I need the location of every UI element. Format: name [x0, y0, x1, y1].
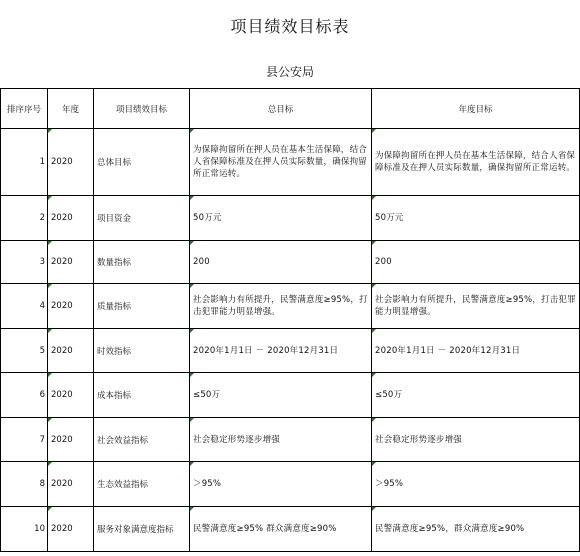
row-sort-no: 7	[1, 418, 48, 462]
page-title: 项目绩效目标表	[230, 17, 350, 36]
row-year: 2020	[48, 507, 94, 552]
row-total-target: 2020年1月1日 － 2020年12月31日	[190, 329, 372, 373]
row-target-name: 时效指标	[94, 329, 190, 373]
row-total-target: 社会稳定形势逐步增强	[190, 418, 372, 462]
table-row	[1, 329, 580, 373]
row-year: 2020	[48, 418, 94, 462]
row-annual-target: ≤50万	[372, 373, 580, 418]
row-annual-target: ＞95%	[372, 462, 580, 507]
table-row	[1, 418, 580, 462]
row-annual-target: 200	[372, 241, 580, 284]
row-total-target: 为保障拘留所在押人员在基本生活保障，结合人省保障标准及在押人员实际数量，确保拘留所正常运转。	[190, 129, 372, 196]
row-annual-target: 社会稳定形势逐步增强	[372, 418, 580, 462]
row-sort-no: 8	[1, 462, 48, 507]
table-row	[1, 462, 580, 507]
row-sort-no: 3	[1, 241, 48, 284]
row-target-name: 成本指标	[94, 373, 190, 418]
table-body	[1, 129, 580, 552]
header-year: 年度	[48, 89, 94, 129]
row-total-target: ＞95%	[190, 462, 372, 507]
row-total-target: 200	[190, 241, 372, 284]
table-row	[1, 241, 580, 284]
row-target-name: 生态效益指标	[94, 462, 190, 507]
row-year: 2020	[48, 241, 94, 284]
table-row	[1, 129, 580, 196]
table-header-row	[1, 89, 580, 129]
row-year: 2020	[48, 284, 94, 329]
department-subtitle: 县公安局	[265, 65, 314, 79]
row-sort-no: 5	[1, 329, 48, 373]
header-total-target: 总目标	[190, 89, 372, 129]
row-sort-no: 4	[1, 284, 48, 329]
table-row	[1, 507, 580, 552]
row-target-name: 质量指标	[94, 284, 190, 329]
row-annual-target: 50万元	[372, 196, 580, 241]
row-target-name: 服务对象满意度指标	[94, 507, 190, 552]
row-annual-target: 2020年1月1日 － 2020年12月31日	[372, 329, 580, 373]
row-annual-target: 社会影响力有所提升，民警满意度≥95%，打击犯罪能力明显增强。	[372, 284, 580, 329]
row-annual-target: 为保障拘留所在押人员在基本生活保障，结合人省保障标准及在押人员实际数量，确保拘留所正常运转。	[372, 129, 580, 196]
row-target-name: 项目资金	[94, 196, 190, 241]
row-year: 2020	[48, 462, 94, 507]
row-year: 2020	[48, 196, 94, 241]
row-total-target: 社会影响力有所提升，民警满意度≥95%，打击犯罪能力明显增强。	[190, 284, 372, 329]
row-year: 2020	[48, 129, 94, 196]
row-sort-no: 6	[1, 373, 48, 418]
performance-table	[0, 88, 580, 552]
table-row	[1, 373, 580, 418]
header-target: 项目绩效目标	[94, 89, 190, 129]
row-year: 2020	[48, 329, 94, 373]
header-annual-target: 年度目标	[372, 89, 580, 129]
row-total-target: 50万元	[190, 196, 372, 241]
row-sort-no: 10	[1, 507, 48, 552]
row-sort-no: 2	[1, 196, 48, 241]
row-annual-target: 民警满意度≥95%，群众满意度≥90%	[372, 507, 580, 552]
header-sort-no: 排序序号	[1, 89, 48, 129]
row-target-name: 数量指标	[94, 241, 190, 284]
row-total-target: 民警满意度≥95% 群众满意度≥90%	[190, 507, 372, 552]
row-target-name: 社会效益指标	[94, 418, 190, 462]
table-row	[1, 284, 580, 329]
table-row	[1, 196, 580, 241]
row-total-target: ≤50万	[190, 373, 372, 418]
row-sort-no: 1	[1, 129, 48, 196]
row-year: 2020	[48, 373, 94, 418]
row-target-name: 总体目标	[94, 129, 190, 196]
